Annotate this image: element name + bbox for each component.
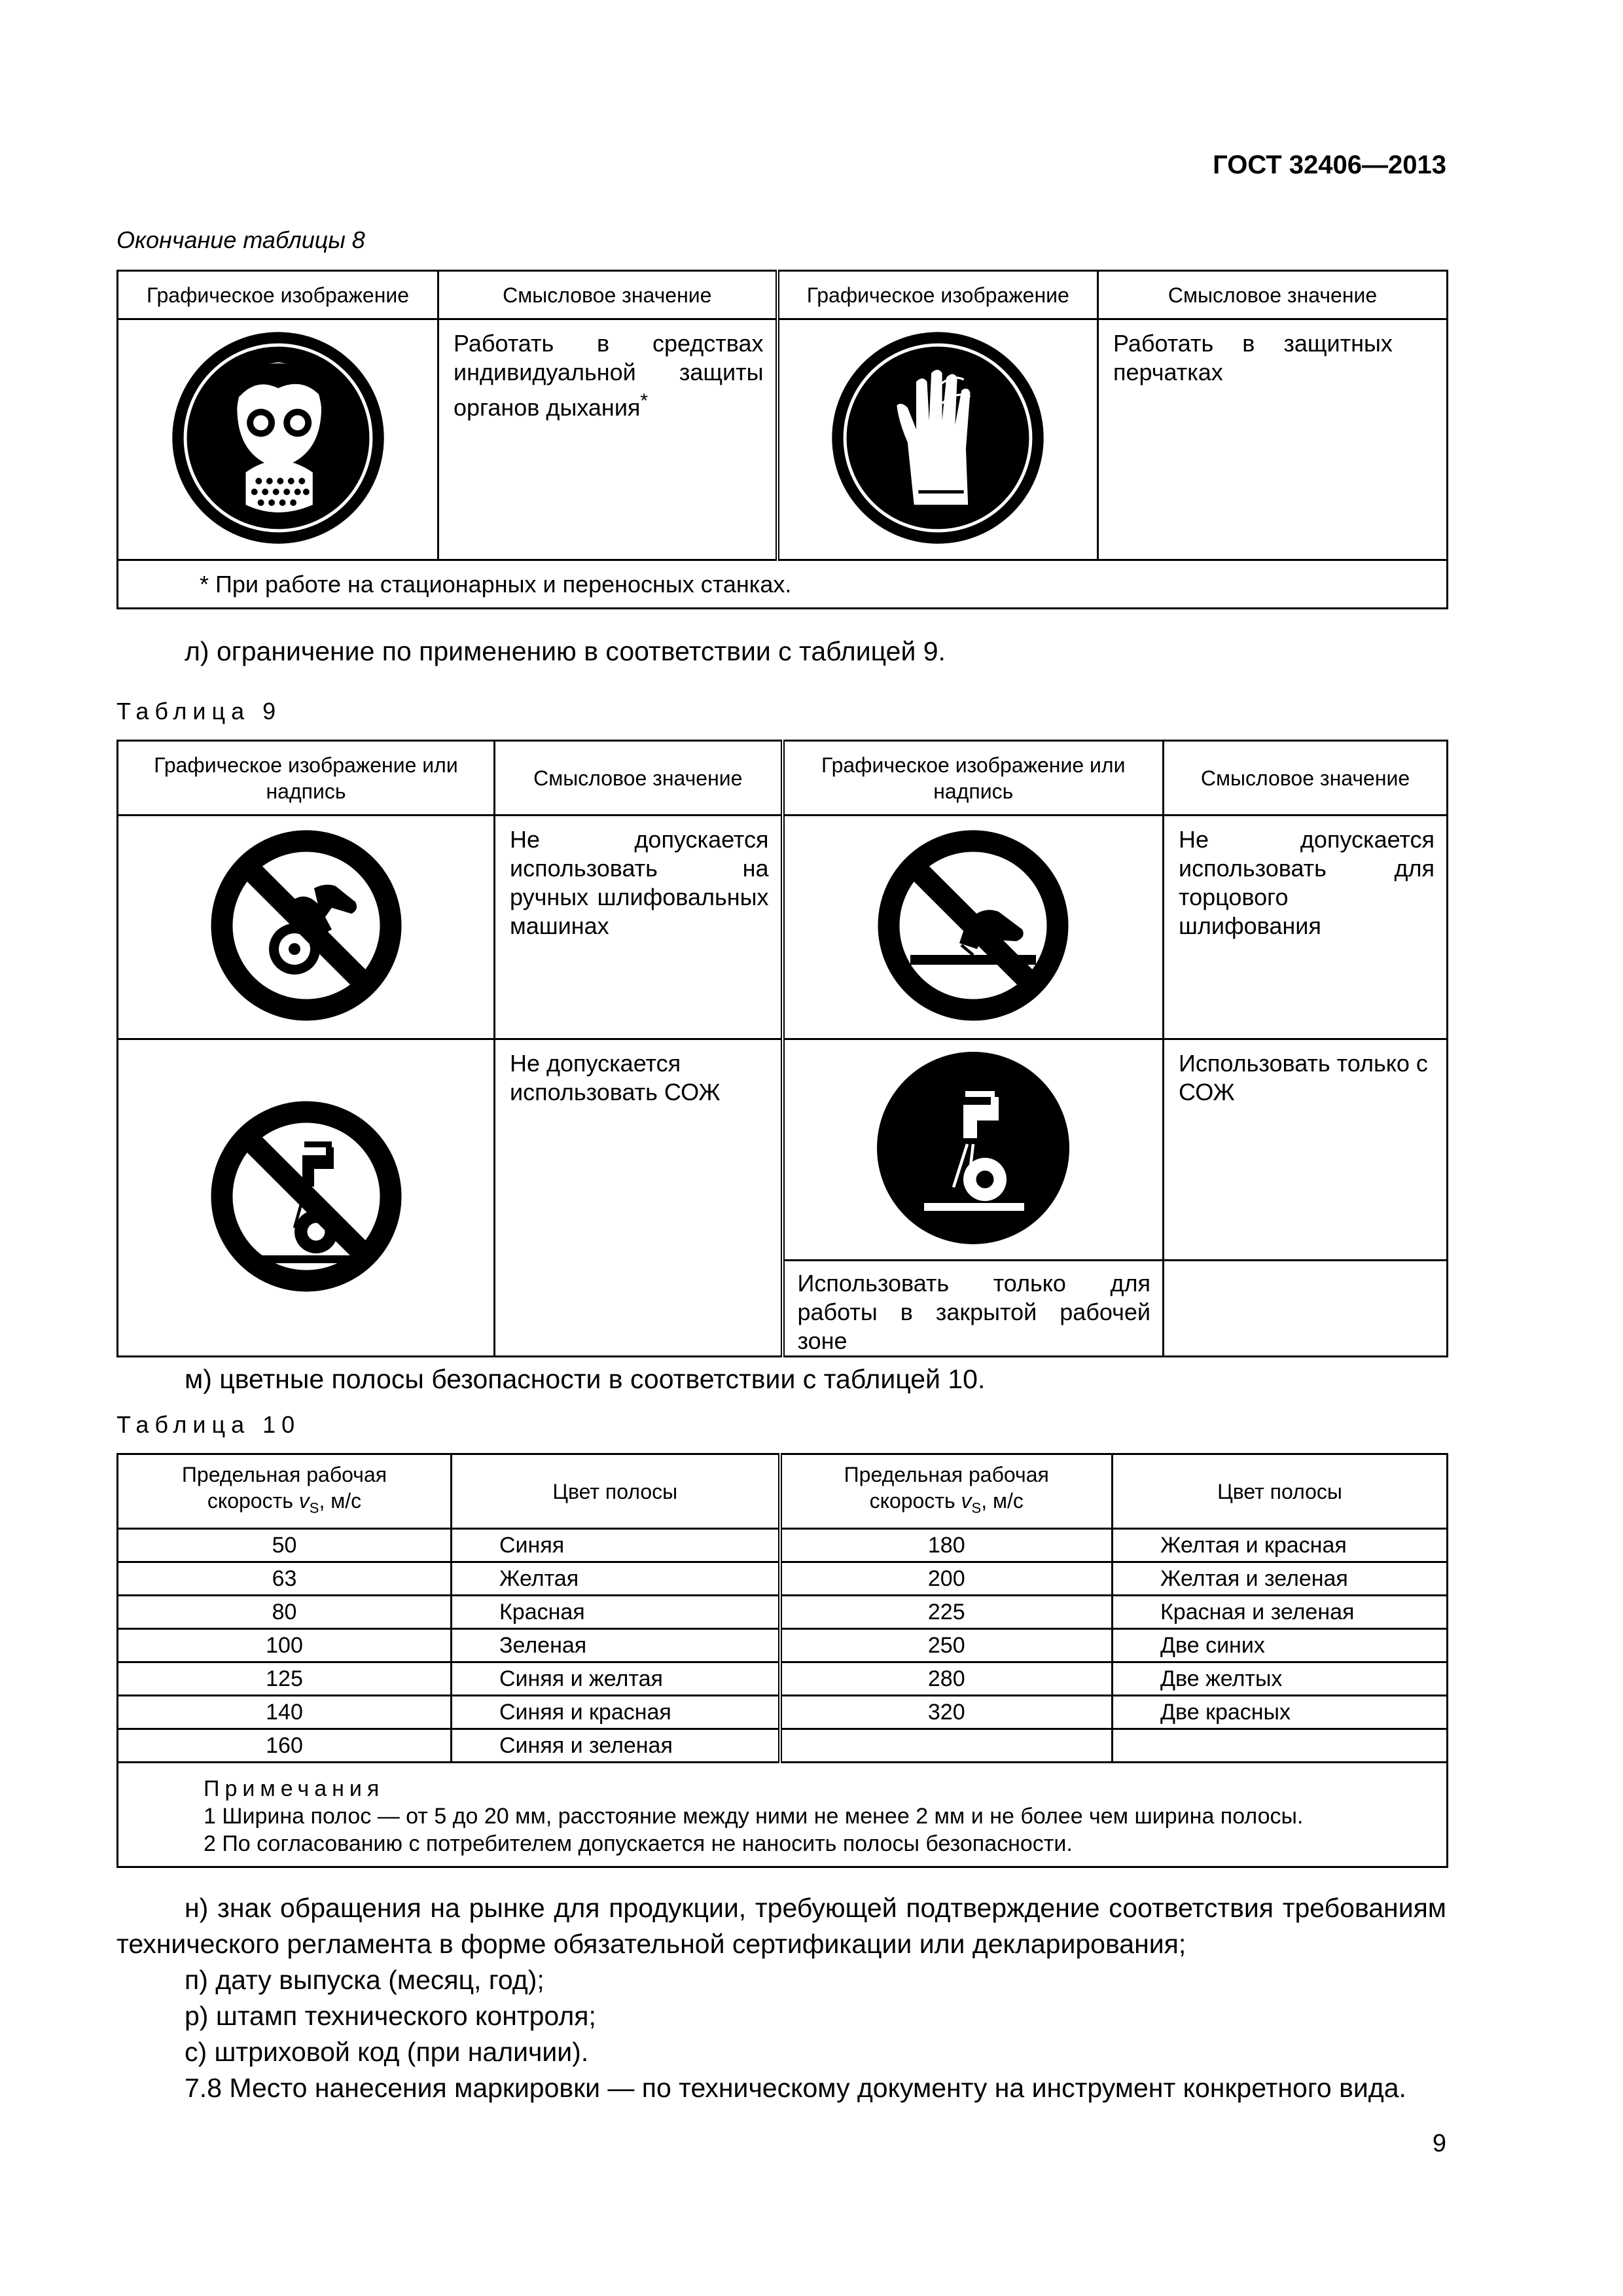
- table8-header-meaning-2: Смысловое значение: [1098, 271, 1448, 319]
- table8-meaning-cell-1: [438, 319, 777, 560]
- table9-caption: Таблица 9: [116, 698, 282, 725]
- color-cell: Желтая: [452, 1562, 780, 1596]
- color-cell: Желтая и красная: [1113, 1529, 1448, 1562]
- color-cell: Две красных: [1113, 1696, 1448, 1729]
- document-id: ГОСТ 32406—2013: [1213, 151, 1446, 179]
- table8-footnote: * При работе на стационарных и переносных станках.: [118, 560, 1448, 609]
- page-number: 9: [1432, 2130, 1446, 2157]
- speed-unit: , м/с: [319, 1488, 362, 1513]
- table9-meaning-cell-1: Не допускается использовать на ручных шлифовальных машинах: [495, 816, 783, 1039]
- no-coolant-icon: [208, 1098, 404, 1295]
- paragraph-m: м) цветные полосы безопасности в соответствии с таблицей 10.: [185, 1364, 986, 1394]
- table9-header-image-1: Графическое изображение или надпись: [118, 741, 495, 816]
- table9-inscription-cell: Использовать только для работы в закрытой рабочей зоне: [783, 1261, 1164, 1357]
- speed-cell: 125: [118, 1662, 452, 1696]
- speed-cell: 250: [780, 1629, 1113, 1662]
- note-2: 2 По согласованию с потребителем допускается не наносить полосы безопасности.: [204, 1831, 1073, 1856]
- color-cell: Зеленая: [452, 1629, 780, 1662]
- table10-header-color-2: Цвет полосы: [1113, 1454, 1448, 1529]
- speed-header-text: Предельная рабочая скорость: [181, 1462, 387, 1513]
- protective-gloves-mandatory-icon: [830, 330, 1046, 546]
- no-face-grinding-icon: [875, 827, 1071, 1024]
- speed-cell: 280: [780, 1662, 1113, 1696]
- speed-var: v: [298, 1488, 310, 1513]
- table-10: [116, 1453, 1448, 1868]
- table8-meaning-cell-2: Работать в защитных перчатках: [1098, 319, 1448, 560]
- color-cell: Синяя и желтая: [452, 1662, 780, 1696]
- table8-image-cell-2: [777, 319, 1098, 560]
- speed-sub: S: [309, 1499, 319, 1516]
- color-cell: Две желтых: [1113, 1662, 1448, 1696]
- speed-cell: 180: [780, 1529, 1113, 1562]
- speed-cell: 50: [118, 1529, 452, 1562]
- table8-header-image-1: Графическое изображение: [118, 271, 438, 319]
- coolant-only-icon: [875, 1050, 1071, 1246]
- table10-notes: [118, 1763, 1448, 1867]
- table-9: [116, 740, 1448, 1357]
- speed-cell: 80: [118, 1596, 452, 1629]
- table9-meaning-cell-4: Использовать только с СОЖ: [1164, 1039, 1448, 1261]
- paragraph-l: л) ограничение по применению в соответствии с таблицей 9.: [185, 636, 946, 666]
- no-handheld-grinder-icon: [208, 827, 404, 1024]
- table10-header-speed-1: [118, 1454, 452, 1529]
- note-1: 1 Ширина полос — от 5 до 20 мм, расстояние между ними не менее 2 мм и не более чем ширина полосы.: [204, 1804, 1304, 1829]
- speed-unit: , м/с: [981, 1488, 1024, 1513]
- color-cell: Синяя и красная: [452, 1696, 780, 1729]
- respirator-meaning: Работать в средствах индивидуальной защиты органов дыхания: [454, 330, 764, 421]
- table-row: [118, 1696, 1448, 1729]
- color-cell: Две синих: [1113, 1629, 1448, 1662]
- speed-cell: 200: [780, 1562, 1113, 1596]
- color-cell: Синяя: [452, 1529, 780, 1562]
- table10-header-speed-2: [780, 1454, 1113, 1529]
- color-cell: Красная и зеленая: [1113, 1596, 1448, 1629]
- speed-cell: 140: [118, 1696, 452, 1729]
- table9-image-cell-1: [118, 816, 495, 1039]
- table9-image-cell-4: [783, 1039, 1164, 1261]
- color-cell: Красная: [452, 1596, 780, 1629]
- table-row: [118, 1662, 1448, 1696]
- table9-image-cell-3: [118, 1039, 495, 1357]
- table-row: [118, 1629, 1448, 1662]
- color-cell: Синяя и зеленая: [452, 1729, 780, 1763]
- table8-header-meaning-1: Смысловое значение: [438, 271, 777, 319]
- speed-cell: 160: [118, 1729, 452, 1763]
- color-cell: Желтая и зеленая: [1113, 1562, 1448, 1596]
- notes-title: Примечания: [204, 1776, 385, 1801]
- speed-cell: 63: [118, 1562, 452, 1596]
- table10-header-color-1: Цвет полосы: [452, 1454, 780, 1529]
- paragraph-r: р) штамп технического контроля;: [185, 2001, 596, 2031]
- table9-header-image-2: Графическое изображение или надпись: [783, 741, 1164, 816]
- speed-header-text: Предельная рабочая скорость: [844, 1462, 1049, 1513]
- table8-header-image-2: Графическое изображение: [777, 271, 1098, 319]
- table-row: [118, 1529, 1448, 1562]
- speed-cell: [780, 1729, 1113, 1763]
- table-8: [116, 270, 1448, 609]
- table9-image-cell-2: [783, 816, 1164, 1039]
- table-row: [118, 1596, 1448, 1629]
- table8-caption: Окончание таблицы 8: [116, 226, 365, 253]
- color-cell: [1113, 1729, 1448, 1763]
- speed-var: v: [961, 1488, 972, 1513]
- speed-sub: S: [971, 1499, 982, 1516]
- respirator-mandatory-icon: [170, 330, 386, 546]
- table10-caption: Таблица 10: [116, 1411, 301, 1438]
- table9-header-meaning-2: Смысловое значение: [1164, 741, 1448, 816]
- paragraph-n: н) знак обращения на рынке для продукции, требующей подтверждение соответствия требованиям технического регламента в форме обязательной сертификации или декларирования;: [116, 1893, 1446, 1959]
- table9-empty-cell: [1164, 1261, 1448, 1357]
- table-row: [118, 1562, 1448, 1596]
- footnote-marker: *: [640, 390, 649, 412]
- speed-cell: 100: [118, 1629, 452, 1662]
- table9-header-meaning-1: Смысловое значение: [495, 741, 783, 816]
- speed-cell: 225: [780, 1596, 1113, 1629]
- speed-cell: 320: [780, 1696, 1113, 1729]
- paragraph-s: с) штриховой код (при наличии).: [185, 2037, 589, 2067]
- table9-meaning-cell-3: Не допускается использовать СОЖ: [495, 1039, 783, 1357]
- table-row: [118, 1729, 1448, 1763]
- table8-image-cell-1: [118, 319, 438, 560]
- table9-meaning-cell-2: Не допускается использовать для торцового шлифования: [1164, 816, 1448, 1039]
- paragraph-7-8: 7.8 Место нанесения маркировки — по техническому документу на инструмент конкретного вида.: [185, 2073, 1406, 2103]
- paragraph-p: п) дату выпуска (месяц, год);: [185, 1965, 544, 1995]
